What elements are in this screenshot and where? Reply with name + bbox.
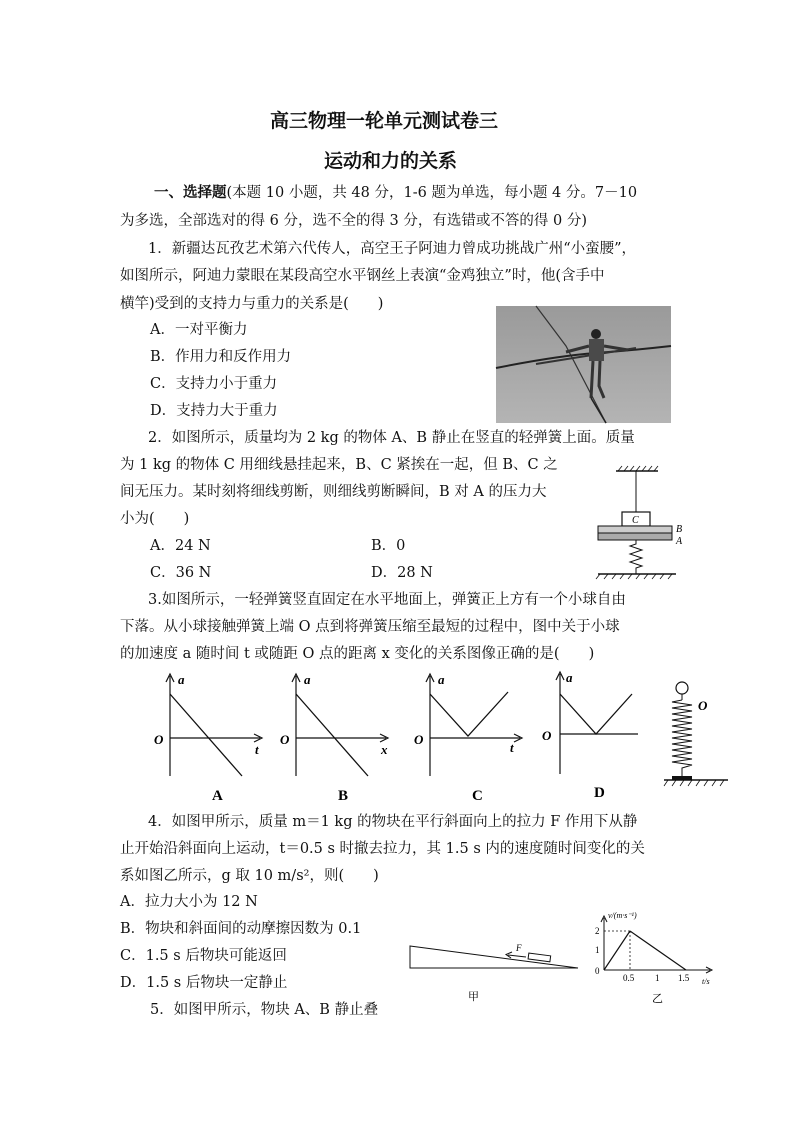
q3-graph-c-origin: O <box>414 732 424 747</box>
q3-line2: 下落。从小球接触弹簧上端 O 点到将弹簧压缩至最短的过程中，图中关于小球 <box>120 619 620 635</box>
q3-graph-d-ylabel: a <box>566 670 573 685</box>
q2-option-a: A．24 N <box>150 538 211 554</box>
q3-graph-c-ylabel: a <box>438 672 445 687</box>
q2-fig-label-a: A <box>676 536 683 547</box>
q3-graph-c <box>410 672 530 804</box>
q3-graph-c-caption: C <box>472 788 483 804</box>
q3-graph-d-caption: D <box>594 785 605 801</box>
q2-fig-label-c: C <box>632 515 639 526</box>
q4-vt-ytick-2: 2 <box>595 926 600 936</box>
q3-graph-b <box>276 672 396 804</box>
q1-line1: 1．新疆达瓦孜艺术第六代传人，高空王子阿迪力曾成功挑战广州“小蛮腰”， <box>148 241 637 257</box>
q3-graph-a <box>150 672 270 804</box>
q3-graph-a-origin: O <box>154 732 164 747</box>
q1-option-c: C．支持力小于重力 <box>150 376 278 392</box>
q4-line2: 止开始沿斜面向上运动，t＝0.5 s 时撤去拉力，其 1.5 s 内的速度随时间变化的关 <box>120 841 645 857</box>
q4-option-d: D．1.5 s 后物块一定静止 <box>120 975 288 991</box>
section-desc-2: 为多选，全部选对的得 6 分，选不全的得 3 分，有选错或不答的得 0 分) <box>120 213 587 229</box>
q2-line3: 间无压力。某时刻将细线剪断，则细线剪断瞬间，B 对 A 的压力大 <box>120 484 547 500</box>
q3-spring-figure <box>664 680 744 790</box>
q4-line1: 4．如图甲所示，质量 m＝1 kg 的物块在平行斜面向上的拉力 F 作用下从静 <box>148 814 638 830</box>
q1-option-d: D．支持力大于重力 <box>150 403 278 419</box>
q4-fig-jia-caption: 甲 <box>468 991 479 1003</box>
q3-spring-label-o: O <box>698 698 708 713</box>
q4-option-b: B．物块和斜面间的动摩擦因数为 0.1 <box>120 921 362 937</box>
q5-line1: 5．如图甲所示，物块 A、B 静止叠 <box>150 1002 379 1018</box>
q4-incline-figure <box>408 940 588 1004</box>
q4-vt-xtick-1: 1 <box>655 973 660 983</box>
q3-graph-b-xlabel: x <box>381 742 388 757</box>
q4-vt-origin: 0 <box>595 966 600 976</box>
q4-vt-ytick-1: 1 <box>595 945 600 955</box>
q2-line4: 小为( ) <box>120 511 190 527</box>
q3-graph-a-caption: A <box>212 788 223 804</box>
q3-graph-c-xlabel: t <box>510 740 514 755</box>
q1-line3: 横竿)受到的支持力与重力的关系是( ) <box>120 296 384 312</box>
q2-spring-figure <box>596 466 686 582</box>
q3-graph-b-caption: B <box>338 788 349 804</box>
q4-vt-graph <box>592 910 722 1006</box>
page-title: 高三物理一轮单元测试卷三 <box>270 110 499 132</box>
section-heading: 一、选择题 <box>154 184 227 201</box>
q4-vt-xtick-05: 0.5 <box>623 973 635 983</box>
q3-graph-d <box>540 670 660 802</box>
q4-vt-xtick-15: 1.5 <box>678 973 690 983</box>
q2-option-c: C．36 N <box>150 565 212 581</box>
q2-line1: 2．如图所示，质量均为 2 kg 的物体 A、B 静止在竖直的轻弹簧上面。质量 <box>148 430 635 446</box>
q1-option-b: B．作用力和反作用力 <box>150 349 292 365</box>
q3-graph-a-ylabel: a <box>178 672 185 687</box>
section-desc-1: (本题 10 小题，共 48 分，1-6 题为单选，每小题 4 分。7－10 <box>226 185 638 201</box>
q1-option-a: A．一对平衡力 <box>150 322 248 338</box>
q2-line2: 为 1 kg 的物体 C 用细线悬挂起来，B、C 紧挨在一起，但 B、C 之 <box>120 457 558 473</box>
q4-vt-xlabel: t/s <box>702 977 710 986</box>
q1-line2: 如图所示，阿迪力蒙眼在某段高空水平钢丝上表演“金鸡独立”时，他(含手中 <box>120 268 605 284</box>
q4-option-a: A．拉力大小为 12 N <box>120 894 258 910</box>
q4-option-c: C．1.5 s 后物块可能返回 <box>120 948 287 964</box>
q4-fig-yi-caption: 乙 <box>652 993 663 1005</box>
q2-fig-label-b: B <box>676 524 683 535</box>
q2-option-b: B．0 <box>371 538 406 554</box>
q2-option-d: D．28 N <box>371 565 433 581</box>
section-header <box>154 183 637 203</box>
q3-graph-d-origin: O <box>542 728 552 743</box>
q3-line1: 3.如图所示，一轻弹簧竖直固定在水平地面上，弹簧正上方有一个小球自由 <box>148 592 626 608</box>
q3-line3: 的加速度 a 随时间 t 或随距 O 点的距离 x 变化的关系图像正确的是( ) <box>120 646 595 662</box>
tightrope-photo <box>496 306 671 423</box>
q4-line3: 系如图乙所示，g 取 10 m/s²，则( ) <box>120 868 379 884</box>
page-subtitle: 运动和力的关系 <box>324 150 458 172</box>
q3-graph-a-xlabel: t <box>255 742 259 757</box>
q3-graph-b-origin: O <box>280 732 290 747</box>
q4-force-label: F <box>516 943 522 953</box>
q4-vt-ylabel: v/(m·s⁻¹) <box>608 911 637 920</box>
q3-graph-b-ylabel: a <box>304 672 311 687</box>
